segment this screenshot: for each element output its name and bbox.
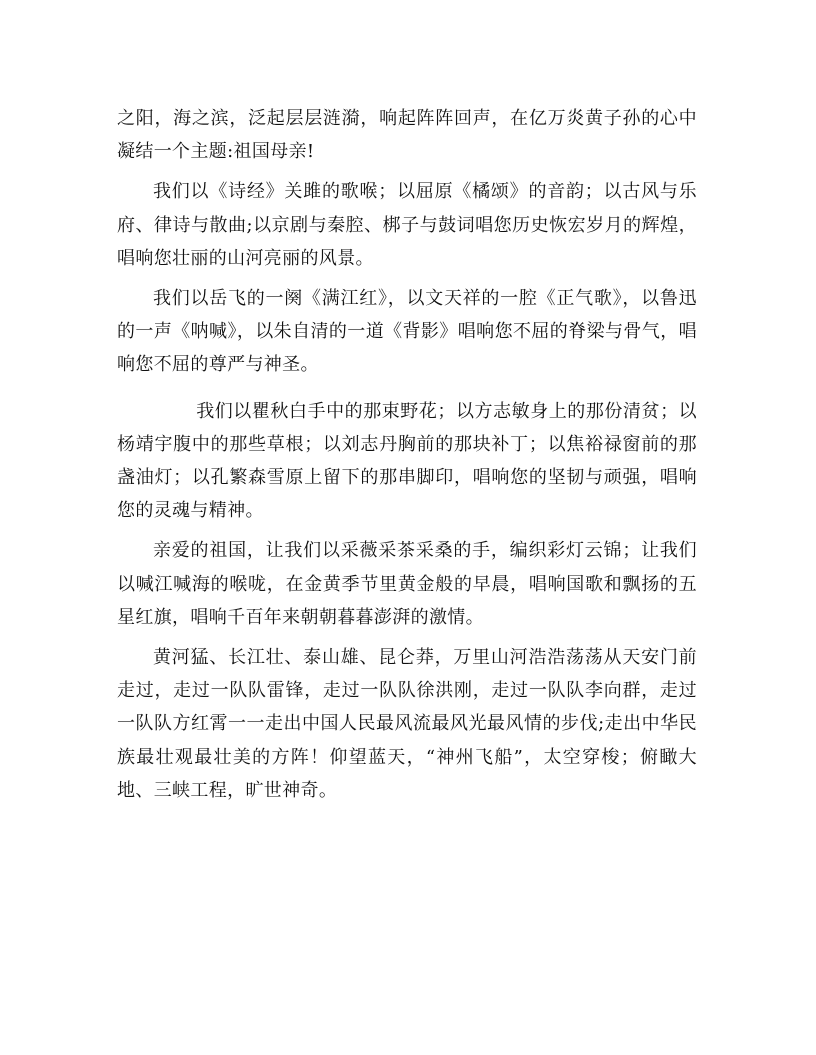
paragraph-3: 我们以岳飞的一阕《满江红》，以文天祥的一腔《正气歌》，以鲁迅的一声《呐喊》，以朱自清的一道《背影》唱响您不屈的脊梁与骨气，唱响您不屈的尊严与神圣。 <box>117 288 697 376</box>
paragraph-5: 亲爱的祖国，让我们以采薇采茶采桑的手，编织彩灯云锦；让我们以喊江喊海的喉咙，在金黄季节里黄金般的早晨，唱响国歌和飘扬的五星红旗，唱响千百年来朝朝暮暮澎湃的激情。 <box>117 540 697 628</box>
paragraph-2: 我们以《诗经》关雎的歌喉；以屈原《橘颂》的音韵；以古风与乐府、律诗与散曲;以京剧与秦腔、梆子与鼓词唱您历史恢宏岁月的辉煌，唱响您壮丽的山河亮丽的风景。 <box>117 181 697 269</box>
paragraph-6: 黄河猛、长江壮、泰山雄、昆仑莽，万里山河浩浩荡荡从天安门前走过，走过一队队雷锋，走过一队队徐洪刚，走过一队队李向群，走过一队队方红霄一一走出中国人民最风流最风光最风情的步伐;走出中华民族最壮观最壮美的方阵！仰望蓝天，“神州飞船”，太空穿梭；俯瞰大地、三峡工程，旷世神奇。 <box>117 647 697 801</box>
paragraph-1: 之阳，海之滨，泛起层层涟漪，响起阵阵回声，在亿万炎黄子孙的心中凝结一个主题:祖国母亲! <box>117 108 697 163</box>
paragraph-4: 我们以瞿秋白手中的那束野花；以方志敏身上的那份清贫；以杨靖宇腹中的那些草根；以刘志丹胸前的那块补丁；以焦裕禄窗前的那盏油灯；以孔繁森雪原上留下的那串脚印，唱响您的坚韧与顽强，唱响您的灵魂与精神。 <box>117 400 697 522</box>
document-body <box>117 102 697 807</box>
